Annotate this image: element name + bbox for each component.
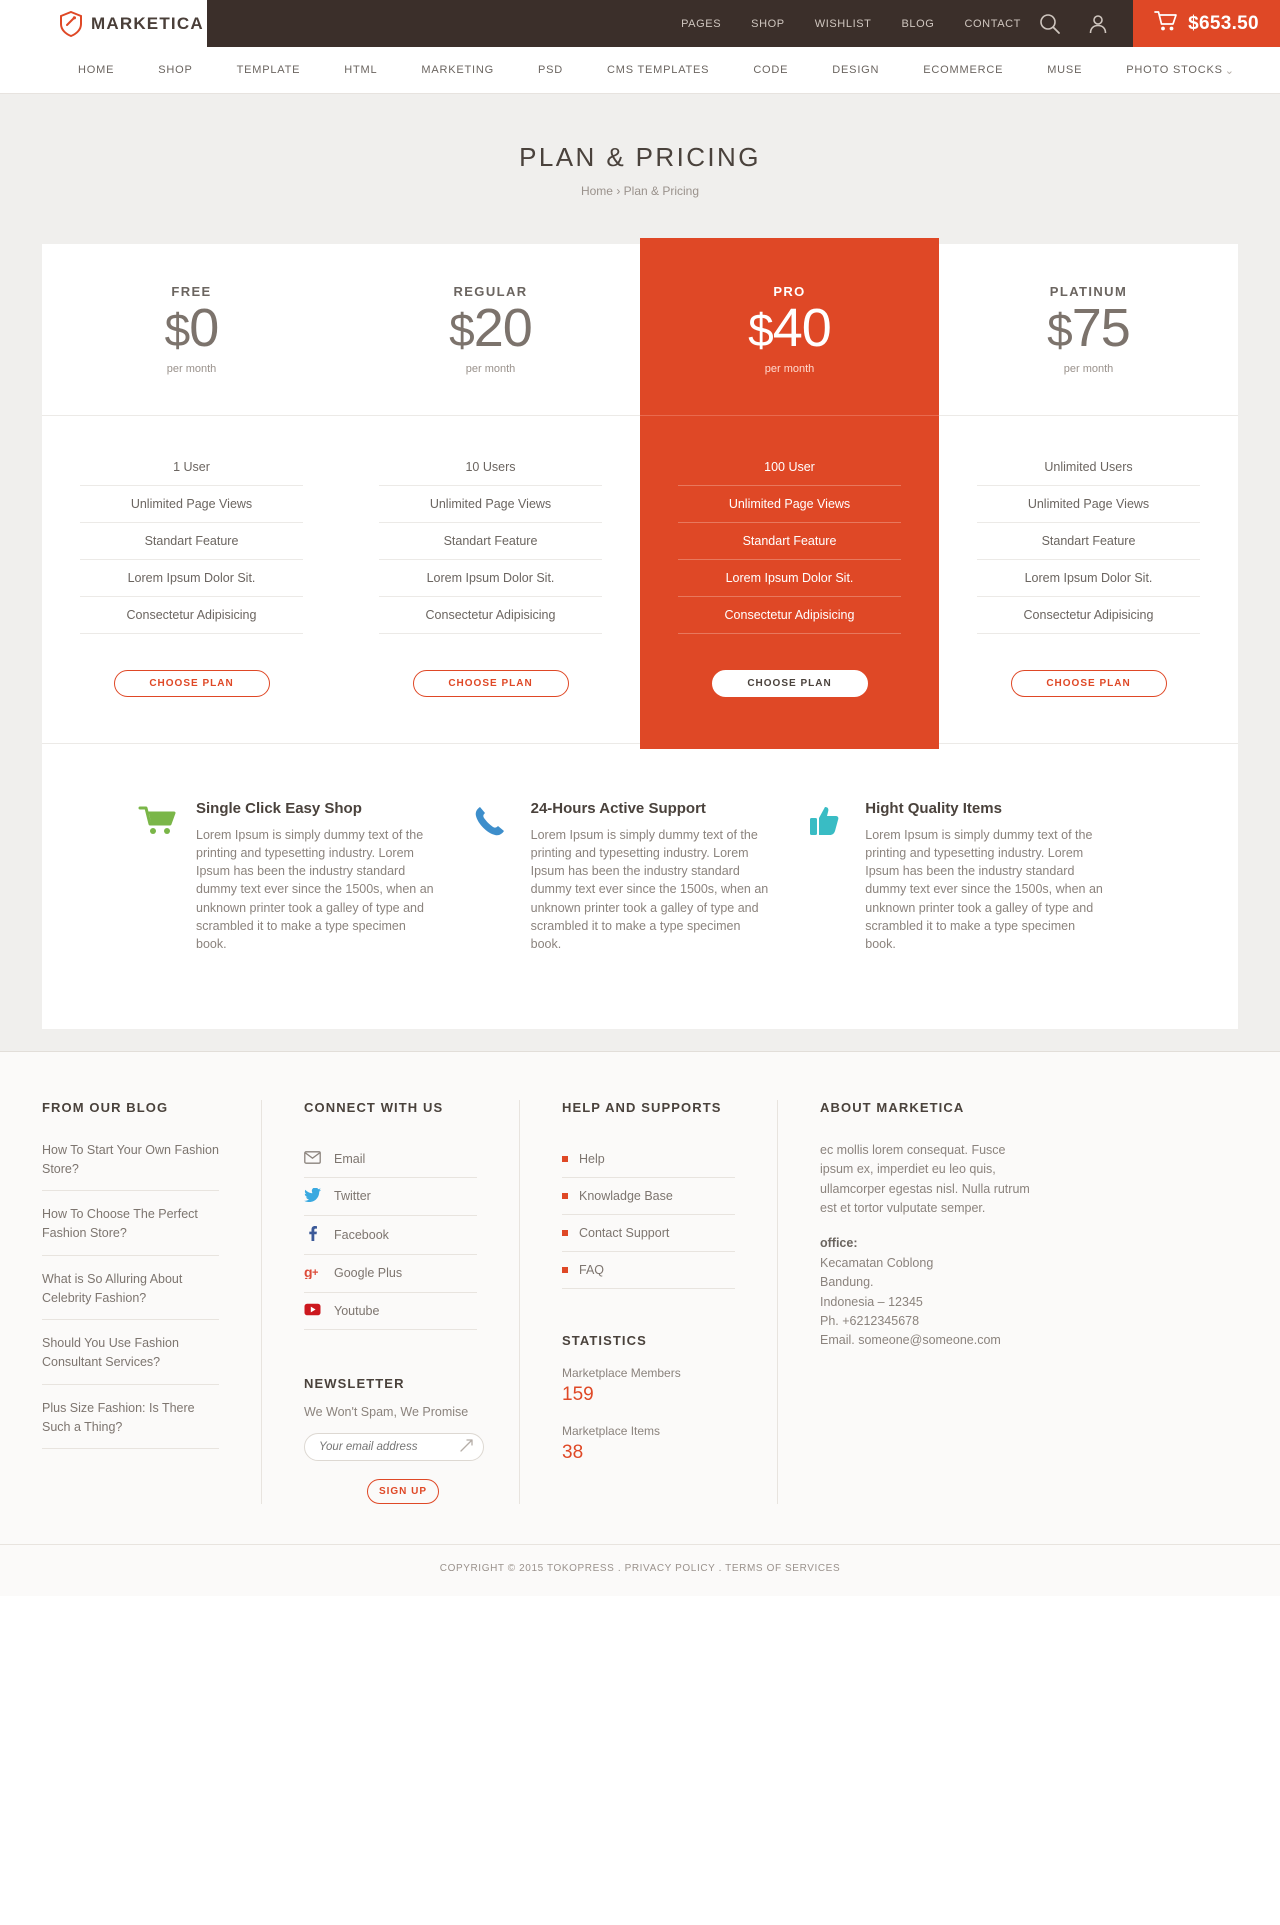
social-label: Google Plus <box>334 1266 403 1281</box>
choose-plan-button-platinum[interactable]: CHOOSE PLAN <box>1011 670 1167 697</box>
nav-item-template[interactable]: TEMPLATE <box>236 64 301 76</box>
twitter-icon <box>304 1188 321 1205</box>
cart-total: $653.50 <box>1188 12 1259 34</box>
plan-feature: Unlimited Page Views <box>977 486 1200 523</box>
choose-plan-button-free[interactable]: CHOOSE PLAN <box>114 670 270 697</box>
stat-value-members: 159 <box>562 1383 594 1405</box>
content-background <box>0 244 1280 1051</box>
facebook-icon <box>304 1226 321 1244</box>
blog-link[interactable]: What is So Alluring About Celebrity Fashion? <box>42 1270 219 1321</box>
nav-item-code[interactable]: CODE <box>753 64 789 76</box>
cta-wrapper <box>678 670 901 697</box>
help-label: Help <box>579 1151 605 1166</box>
social-link-google-plus[interactable] <box>304 1255 477 1293</box>
pricing-header <box>640 244 939 416</box>
feature-text-block <box>531 800 772 953</box>
price-amount: 0 <box>189 298 219 358</box>
stat-value-items: 38 <box>562 1441 584 1463</box>
footer-section-title: HELP AND SUPPORTS <box>562 1099 722 1115</box>
top-icon-group <box>1039 0 1133 47</box>
plan-feature: Consectetur Adipisicing <box>977 597 1200 634</box>
bullet-icon <box>562 1230 568 1236</box>
social-link-email[interactable] <box>304 1141 477 1178</box>
plan-feature: Consectetur Adipisicing <box>678 597 901 634</box>
plan-feature: 10 Users <box>379 458 602 486</box>
help-link-help[interactable] <box>562 1141 735 1178</box>
plan-name: PLATINUM <box>1049 284 1128 299</box>
feature-title: Hight Quality Items <box>865 800 1002 817</box>
shopping-cart-icon <box>138 800 180 953</box>
top-nav-contact[interactable]: CONTACT <box>964 17 1021 30</box>
send-arrow-icon[interactable] <box>460 1439 473 1457</box>
currency-symbol: $ <box>1047 304 1072 356</box>
nav-item-cms-templates[interactable]: CMS TEMPLATES <box>607 64 710 76</box>
user-icon[interactable] <box>1087 13 1109 35</box>
feature-description: Lorem Ipsum is simply dummy text of the printing and typesetting industry. Lorem Ipsum has been the industry standard dummy text ever since the 1500s, when an unknown printer took a galley of type and scrambled it to make a type specimen book. <box>865 828 1103 951</box>
pricing-body <box>939 416 1238 743</box>
plan-feature: Unlimited Users <box>977 458 1200 486</box>
plan-feature: Standart Feature <box>379 523 602 560</box>
nav-item-design[interactable]: DESIGN <box>832 64 880 76</box>
footer-connect-section <box>262 1100 520 1504</box>
bullet-icon <box>562 1193 568 1199</box>
help-label: FAQ <box>579 1262 605 1277</box>
plan-feature: Consectetur Adipisicing <box>379 597 602 634</box>
email-address[interactable]: Email. someone@someone.com <box>820 1333 1001 1348</box>
newsletter-subtitle: We Won't Spam, We Promise <box>304 1404 469 1419</box>
page-header <box>0 94 1280 244</box>
logo[interactable] <box>0 0 207 47</box>
pricing-body <box>42 416 341 743</box>
currency-symbol: $ <box>449 304 474 356</box>
plan-feature: 1 User <box>80 458 303 486</box>
feature-title: 24-Hours Active Support <box>530 800 706 817</box>
plan-feature: Lorem Ipsum Dolor Sit. <box>379 560 602 597</box>
page-title: PLAN & PRICING <box>519 142 761 172</box>
pricing-table <box>42 244 1238 743</box>
blog-link[interactable]: Plus Size Fashion: Is There Such a Thing? <box>42 1399 219 1450</box>
phone-number: Ph. +6212345678 <box>820 1313 920 1328</box>
social-link-facebook[interactable] <box>304 1216 477 1255</box>
cta-wrapper <box>379 670 602 697</box>
newsletter-signup-button[interactable]: SIGN UP <box>367 1479 439 1504</box>
top-nav-wishlist[interactable]: WISHLIST <box>814 17 872 30</box>
pricing-body <box>341 416 640 743</box>
newsletter-email-input[interactable] <box>304 1433 484 1461</box>
breadcrumb <box>0 184 1280 198</box>
feature-title: Single Click Easy Shop <box>196 800 362 817</box>
plan-price <box>449 298 532 358</box>
price-amount: 40 <box>772 298 831 358</box>
plan-feature: Lorem Ipsum Dolor Sit. <box>80 560 303 597</box>
stat-label-members: Marketplace Members <box>562 1365 681 1380</box>
blog-link[interactable]: Should You Use Fashion Consultant Services? <box>42 1334 219 1385</box>
social-label: Email <box>334 1151 366 1166</box>
help-link-faq[interactable] <box>562 1252 735 1289</box>
plan-feature: Standart Feature <box>678 523 901 560</box>
billing-period: per month <box>764 363 815 375</box>
youtube-icon <box>304 1303 321 1319</box>
social-label: Twitter <box>334 1189 371 1204</box>
pricing-column-platinum <box>939 244 1238 743</box>
feature-text-block <box>865 800 1106 953</box>
plan-name: PRO <box>773 284 806 299</box>
plan-feature: Standart Feature <box>977 523 1200 560</box>
footer-section-title: FROM OUR BLOG <box>42 1099 169 1115</box>
plan-feature: Standart Feature <box>80 523 303 560</box>
help-label: Contact Support <box>579 1225 670 1240</box>
nav-item-marketing[interactable]: MARKETING <box>421 64 494 76</box>
pricing-body <box>640 416 939 743</box>
currency-symbol: $ <box>748 304 773 356</box>
help-label: Knowladge Base <box>579 1188 673 1203</box>
price-amount: 75 <box>1071 298 1130 358</box>
footer-section-title: ABOUT MARKETICA <box>820 1099 965 1115</box>
choose-plan-button-regular[interactable]: CHOOSE PLAN <box>413 670 569 697</box>
plan-feature: Lorem Ipsum Dolor Sit. <box>678 560 901 597</box>
main-navigation <box>0 47 1280 94</box>
cta-wrapper <box>977 670 1200 697</box>
content-panel <box>42 244 1238 1029</box>
newsletter-title: NEWSLETTER <box>304 1375 405 1391</box>
plan-feature: Unlimited Page Views <box>678 486 901 523</box>
pricing-column-free <box>42 244 341 743</box>
newsletter-input-wrapper <box>304 1433 484 1461</box>
social-link-youtube[interactable] <box>304 1293 477 1330</box>
breadcrumb-current: Plan & Pricing <box>623 184 700 198</box>
breadcrumb-home[interactable]: Home <box>580 184 613 198</box>
chevron-down-icon[interactable]: ⌄ <box>1224 64 1234 77</box>
plan-feature: Unlimited Page Views <box>379 486 602 523</box>
stat-label-items: Marketplace Items <box>562 1423 661 1438</box>
top-nav-blog[interactable]: BLOG <box>901 17 935 30</box>
phone-icon <box>473 800 515 953</box>
google-plus-icon <box>304 1265 321 1282</box>
top-navigation <box>207 0 1039 47</box>
footer-blog-section <box>0 1100 262 1504</box>
feature-description: Lorem Ipsum is simply dummy text of the printing and typesetting industry. Lorem Ipsum has been the industry standard dummy text ever since the 1500s, when an unknown printer took a galley of type and scrambled it to make a type specimen book. <box>196 828 434 951</box>
top-bar <box>0 0 1280 47</box>
pricing-header <box>939 244 1238 416</box>
footer-help-section <box>520 1100 778 1504</box>
feature-text-block <box>196 800 437 953</box>
address-line-1: Kecamatan Coblong <box>820 1255 934 1270</box>
about-description: ec mollis lorem consequat. Fusce ipsum ex, imperdiet eu leo quis, ullamcorper egestas nisl. Nulla rutrum est et tortor vulputate semper. <box>820 1142 1030 1215</box>
help-link-knowledge-base[interactable] <box>562 1178 735 1215</box>
top-nav-shop[interactable]: SHOP <box>751 17 785 30</box>
nav-item-muse[interactable]: MUSE <box>1047 64 1083 76</box>
cart-button[interactable] <box>1133 0 1280 47</box>
address-line-3: Indonesia – 12345 <box>820 1294 923 1309</box>
email-icon <box>304 1151 321 1167</box>
cta-wrapper <box>80 670 303 697</box>
nav-item-html[interactable]: HTML <box>344 64 378 76</box>
pricing-column-pro <box>640 238 939 749</box>
statistics-title: STATISTICS <box>562 1332 647 1348</box>
blog-link[interactable]: How To Choose The Perfect Fashion Store? <box>42 1205 219 1256</box>
bullet-icon <box>562 1267 568 1273</box>
billing-period: per month <box>166 363 217 375</box>
feature-item-easy-shop <box>138 800 473 953</box>
nav-item-shop[interactable]: SHOP <box>158 64 193 76</box>
plan-feature: 100 User <box>678 458 901 486</box>
pricing-column-regular <box>341 244 640 743</box>
feature-description: Lorem Ipsum is simply dummy text of the printing and typesetting industry. Lorem Ipsum has been the industry standard dummy text ever since the 1500s, when an unknown printer took a galley of type and scrambled it to make a type specimen book. <box>530 828 769 951</box>
choose-plan-button-pro[interactable]: CHOOSE PLAN <box>712 670 868 697</box>
footer-section-title: CONNECT WITH US <box>304 1099 444 1115</box>
pricing-header <box>42 244 341 416</box>
footer <box>0 1051 1280 1544</box>
cart-icon <box>1154 10 1178 37</box>
logo-text: MARKETICA <box>91 13 204 33</box>
search-icon[interactable] <box>1039 13 1061 35</box>
footer-about-section <box>778 1100 1078 1504</box>
social-label: Facebook <box>334 1227 389 1242</box>
plan-feature: Unlimited Page Views <box>80 486 303 523</box>
plan-price <box>748 298 831 358</box>
help-link-contact-support[interactable] <box>562 1215 735 1252</box>
thumbs-up-icon <box>807 800 849 953</box>
nav-item-photo-stocks[interactable]: PHOTO STOCKS <box>1126 64 1223 76</box>
feature-highlights <box>42 743 1238 1029</box>
feature-item-support <box>473 800 808 953</box>
plan-name: REGULAR <box>453 284 528 299</box>
pricing-header <box>341 244 640 416</box>
billing-period: per month <box>1063 363 1114 375</box>
feature-item-quality <box>807 800 1142 953</box>
shield-logo-icon <box>60 11 82 37</box>
nav-item-home[interactable]: HOME <box>78 64 115 76</box>
social-link-twitter[interactable] <box>304 1178 477 1216</box>
address-line-2: Bandung. <box>820 1275 874 1290</box>
plan-price <box>1047 298 1130 358</box>
social-label: Youtube <box>334 1303 380 1318</box>
copyright-bar: COPYRIGHT © 2015 TOKOPRESS . PRIVACY POLICY . TERMS OF SERVICES <box>0 1544 1280 1596</box>
plan-name: FREE <box>171 284 212 299</box>
price-amount: 20 <box>473 298 532 358</box>
billing-period: per month <box>465 363 516 375</box>
plan-feature: Consectetur Adipisicing <box>80 597 303 634</box>
bullet-icon <box>562 1156 568 1162</box>
nav-item-psd[interactable]: PSD <box>537 64 564 76</box>
currency-symbol: $ <box>164 304 190 356</box>
plan-feature: Lorem Ipsum Dolor Sit. <box>977 560 1200 597</box>
blog-link[interactable]: How To Start Your Own Fashion Store? <box>42 1141 219 1192</box>
plan-price <box>164 298 219 358</box>
top-nav-pages[interactable]: PAGES <box>681 17 722 30</box>
svg-text:+: + <box>312 1266 319 1279</box>
nav-item-ecommerce[interactable]: ECOMMERCE <box>923 64 1004 76</box>
svg-text:g: g <box>304 1264 313 1279</box>
breadcrumb-separator: › <box>616 184 621 198</box>
office-label: office: <box>820 1236 858 1251</box>
